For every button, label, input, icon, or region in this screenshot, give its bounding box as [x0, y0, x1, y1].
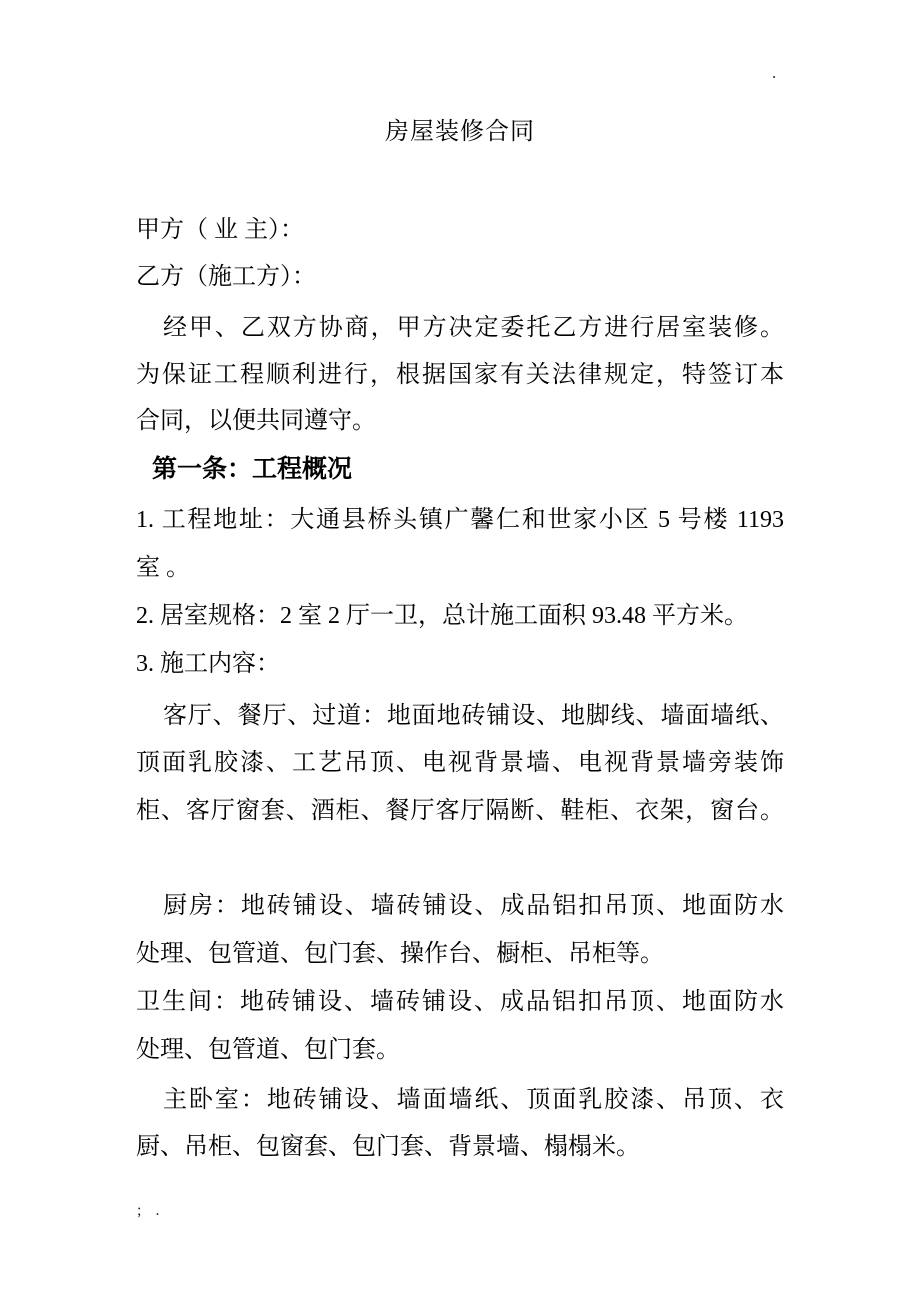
- bedroom-line-1: 主卧室：地砖铺设、墙面墙纸、顶面乳胶漆、吊顶、衣: [163, 1087, 784, 1113]
- section-1-heading: 第一条：工程概况: [152, 456, 353, 483]
- intro-line-2: 为保证工程顺利进行，根据国家有关法律规定，特签订本: [136, 362, 784, 388]
- item-2-room-spec-line: 2. 居室规格：2 室 2 厅一卫，总计施工面积 93.48 平方米。: [136, 603, 748, 629]
- party-a-line: 甲方（ 业 主）：: [136, 217, 304, 243]
- intro-line-1: 经甲、乙双方协商，甲方决定委托乙方进行居室装修。: [163, 315, 784, 341]
- item-1-address-line-1: 1. 工程地址：大通县桥头镇广馨仁和世家小区 5 号楼 1193: [136, 507, 784, 533]
- item-1-address-line-2: 室 。: [136, 555, 190, 581]
- bathroom-line-2: 处理、包管道、包门套。: [136, 1037, 400, 1063]
- kitchen-line-1: 厨房：地砖铺设、墙砖铺设、成品铝扣吊顶、地面防水: [163, 893, 784, 919]
- living-room-line-1: 客厅、餐厅、过道：地面地砖铺设、地脚线、墙面墙纸、: [163, 703, 784, 729]
- kitchen-line-2: 处理、包管道、包门套、操作台、橱柜、吊柜等。: [136, 941, 664, 967]
- bathroom-line-1: 卫生间：地砖铺设、墙砖铺设、成品铝扣吊顶、地面防水: [136, 989, 784, 1015]
- stray-mark-bottom-left: ; .: [137, 1202, 165, 1219]
- bedroom-line-2: 厨、吊柜、包窗套、包门套、背景墙、榻榻米。: [136, 1134, 640, 1160]
- party-b-line: 乙方（施工方）：: [136, 264, 316, 290]
- intro-line-3: 合同，以便共同遵守。: [136, 408, 376, 434]
- item-3-scope-label: 3. 施工内容：: [136, 651, 280, 677]
- living-room-line-3: 柜、客厅窗套、酒柜、餐厅客厅隔断、鞋柜、衣架，窗台。: [136, 798, 784, 824]
- document-title: 房屋装修合同: [385, 119, 535, 145]
- stray-mark-top-right: .: [772, 63, 777, 82]
- living-room-line-2: 顶面乳胶漆、工艺吊顶、电视背景墙、电视背景墙旁装饰: [136, 750, 784, 776]
